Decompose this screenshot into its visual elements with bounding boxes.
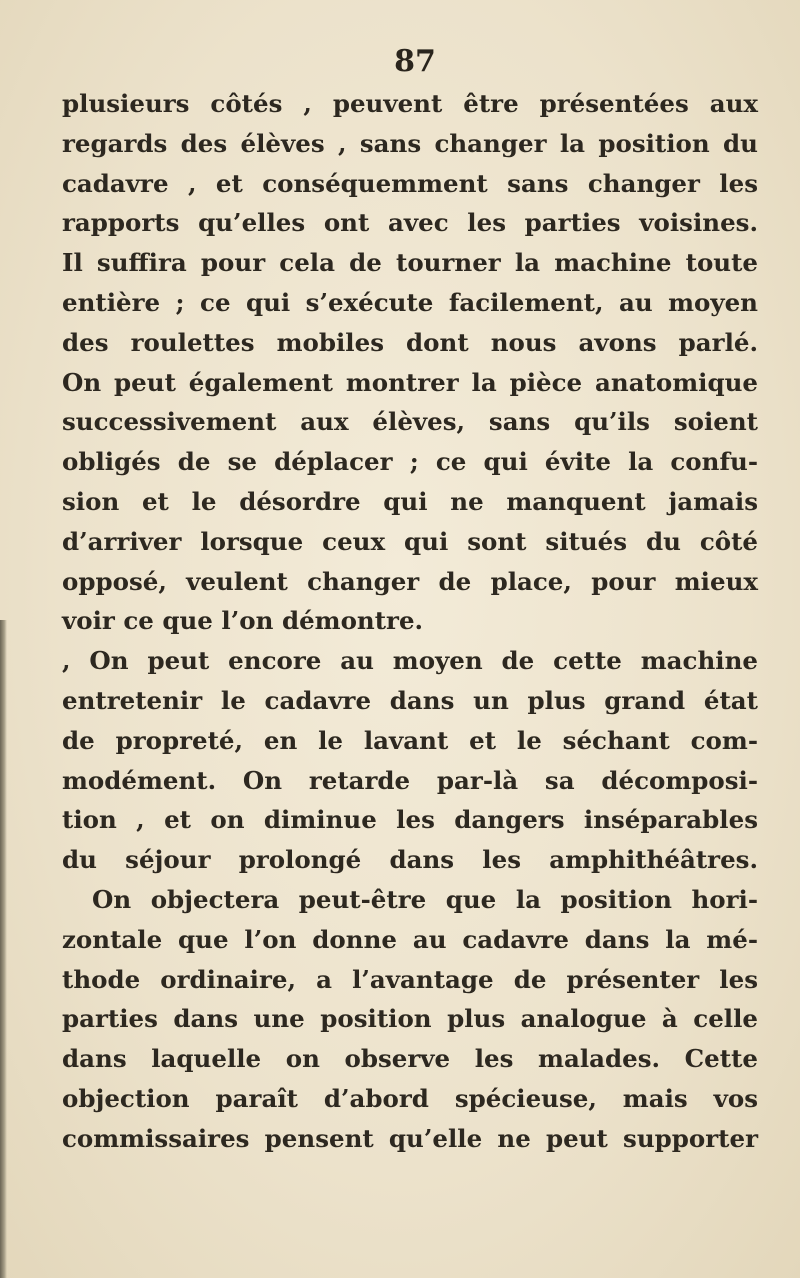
page-number: 87 <box>394 44 436 79</box>
text-line: opposé, veulent changer de place, pour mieux <box>62 566 758 596</box>
text-line: thode ordinaire, a l’avantage de présenter les <box>62 964 758 994</box>
text-line: obligés de se déplacer ; ce qui évite la confu- <box>62 447 758 477</box>
text-line: modément. On retarde par-là sa décomposi- <box>62 765 758 795</box>
text-line: , On peut encore au moyen de cette machine <box>62 646 758 676</box>
text-line: d’arriver lorsque ceux qui sont situés du côté <box>62 526 758 556</box>
text-line: entretenir le cadavre dans un plus grand état <box>62 685 758 715</box>
text-line: On peut également montrer la pièce anatomique <box>62 367 758 397</box>
text-line: tion , et on diminue les dangers inséparables <box>62 805 758 835</box>
text-line: voir ce que l’on démontre. <box>62 606 424 636</box>
text-line: entière ; ce qui s’exécute facilement, au moyen <box>62 287 758 317</box>
text-line: parties dans une position plus analogue à celle <box>62 1004 758 1034</box>
text-line: successivement aux élèves, sans qu’ils soient <box>62 407 758 437</box>
text-line: dans laquelle on observe les malades. Cette <box>62 1044 758 1074</box>
text-line: regards des élèves , sans changer la position du <box>62 128 758 158</box>
text-line: Il suffira pour cela de tourner la machine toute <box>62 248 758 278</box>
text-line: sion et le désordre qui ne manquent jamais <box>62 486 758 516</box>
text-line: On objectera peut-être que la position hori- <box>92 884 758 914</box>
text-line: des roulettes mobiles dont nous avons parlé. <box>62 327 758 357</box>
text-line: rapports qu’elles ont avec les parties voisines. <box>62 208 758 238</box>
body-text <box>62 84 758 1159</box>
text-line: commissaires pensent qu’elle ne peut supporter <box>62 1123 758 1153</box>
binding-edge-shadow <box>0 620 7 1278</box>
text-line: zontale que l’on donne au cadavre dans la mé- <box>62 924 758 954</box>
text-line: objection paraît d’abord spécieuse, mais vos <box>62 1083 758 1113</box>
text-line: du séjour prolongé dans les amphithéâtres. <box>62 845 758 875</box>
text-line: de propreté, en le lavant et le séchant com- <box>62 725 758 755</box>
text-line: cadavre , et conséquemment sans changer les <box>62 168 758 198</box>
text-line: plusieurs côtés , peuvent être présentées aux <box>62 89 758 118</box>
